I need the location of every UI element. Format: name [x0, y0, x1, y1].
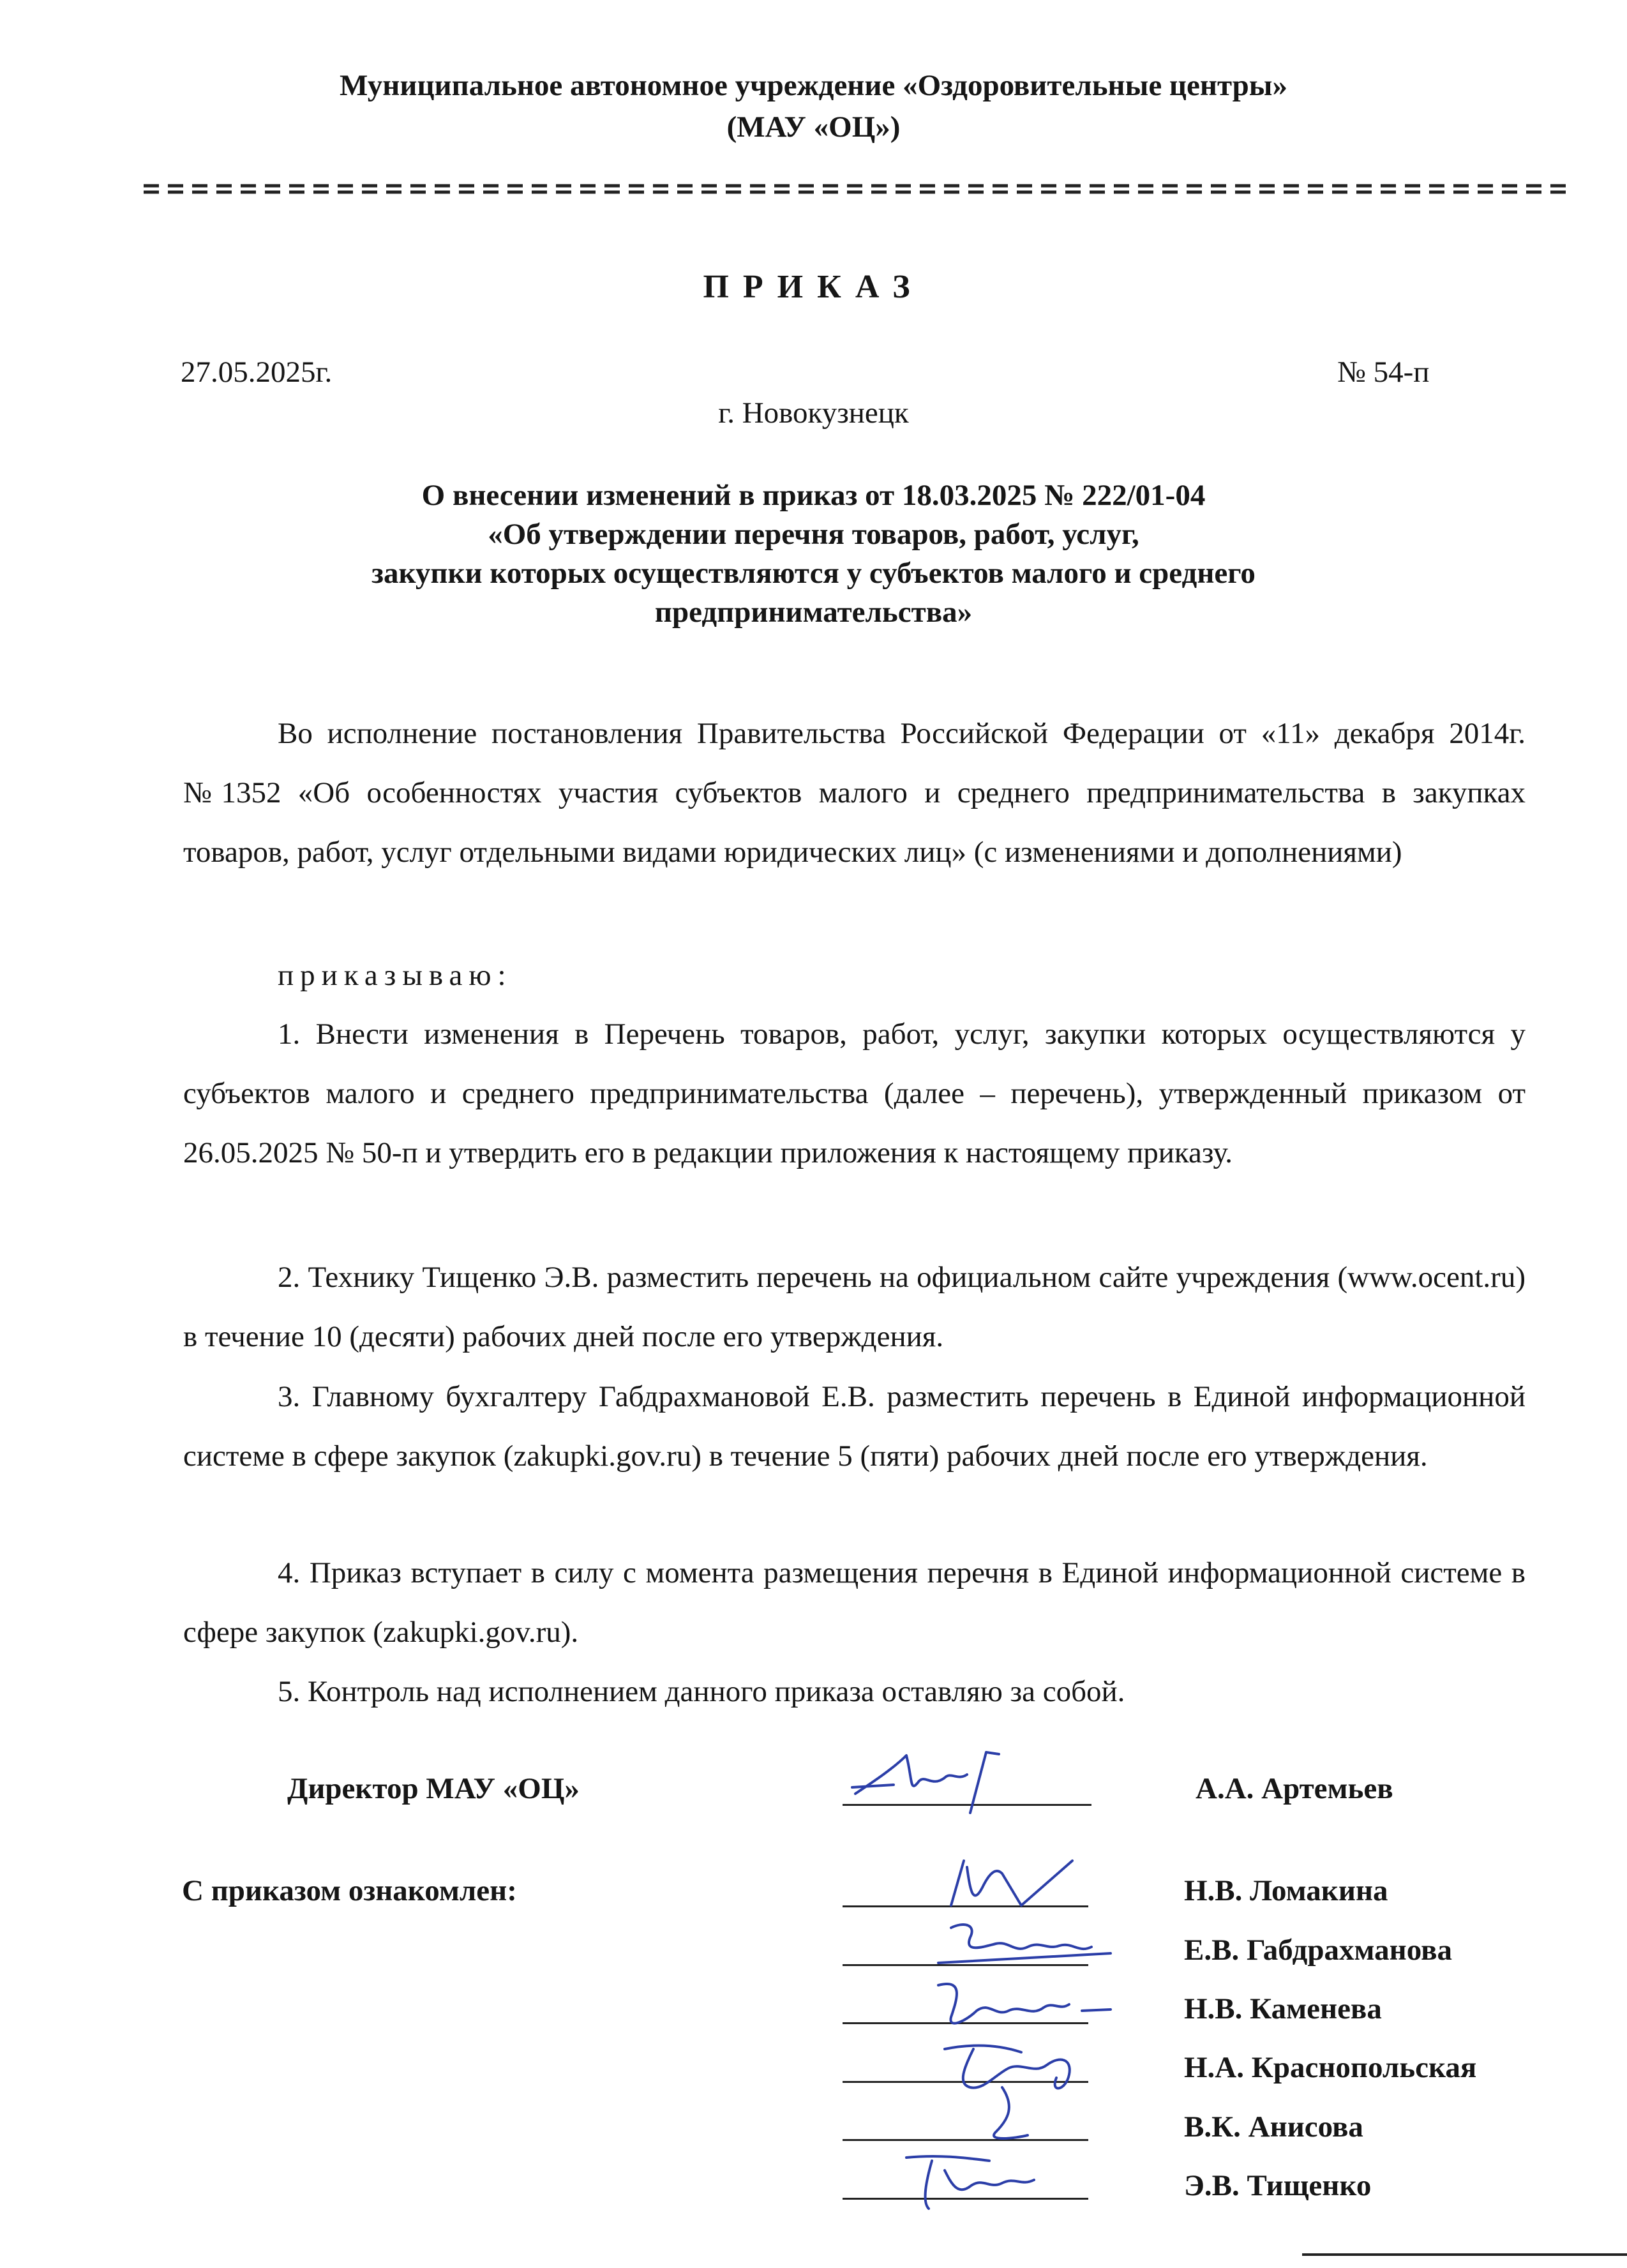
preamble-paragraph: Во исполнение постановления Правительства Российской Федерации от «11» декабря 2014г. №1352 «Об особенностях участия субъектов малого и среднего предпринимательства в закупках товаров, работ, услуг отдельными видами юридических лиц» (с изменениями и дополнениями)	[183, 717, 1526, 869]
order-item-2: 2. Технику Тищенко Э.В. разместить перечень на официальном сайте учреждения (www.ocent.ru) в течение 10 (десяти) рабочих дней после его утверждения.	[183, 1261, 1526, 1353]
ack-name-2: Е.В. Габдрахманова	[1184, 1934, 1452, 1967]
ack-name-5: В.К. Анисова	[1184, 2110, 1363, 2144]
ack-signature-3	[906, 1972, 1117, 2036]
organization-abbreviation: (МАУ «ОЦ»)	[726, 110, 901, 144]
subject-line-2: «Об утверждении перечня товаров, работ, услуг,	[488, 518, 1139, 551]
subject-line-4: предпринимательства»	[654, 596, 973, 629]
ack-signature-2	[926, 1915, 1117, 1979]
director-signature	[849, 1743, 1015, 1819]
order-item-3: 3. Главному бухгалтеру Габдрахмановой Е.В. разместить перечень в Единой информационной системе в сфере закупок (zakupki.gov.ru) в течение 5 (пяти) рабочих дней после его утверждения.	[183, 1380, 1526, 1473]
order-word: приказываю:	[278, 959, 513, 992]
document-city: г. Новокузнецк	[718, 396, 909, 430]
order-item-4: 4. Приказ вступает в силу с момента размещения перечня в Единой информационной системе в сфере закупок (zakupki.gov.ru).	[183, 1556, 1526, 1649]
ack-signature-6	[887, 2145, 1098, 2215]
order-item-1: 1. Внести изменения в Перечень товаров, работ, услуг, закупки которых осуществляются у субъектов малого и среднего предпринимательства (далее – перечень), утвержденный приказом от 26.05.2025 № 50-п и утвердить его в редакции приложения к настоящему приказу.	[183, 1018, 1526, 1169]
order-item-5: 5. Контроль над исполнением данного приказа оставляю за собой.	[278, 1675, 1125, 1708]
ack-name-6: Э.В. Тищенко	[1184, 2169, 1372, 2202]
subject-line-3: закупки которых осуществляются у субъектов малого и среднего	[371, 557, 1256, 590]
subject-line-1: О внесении изменений в приказ от 18.03.2025 № 222/01-04	[421, 479, 1206, 512]
document-number: № 54-п	[1337, 356, 1430, 389]
document-title: ПРИКАЗ	[703, 269, 924, 305]
scan-edge-line	[1302, 2253, 1627, 2256]
ack-signature-1	[932, 1848, 1091, 1918]
director-label: Директор МАУ «ОЦ»	[287, 1772, 580, 1805]
ack-name-1: Н.В. Ломакина	[1184, 1874, 1388, 1907]
ack-signature-5	[951, 2081, 1079, 2151]
ack-name-4: Н.А. Краснопольская	[1184, 2051, 1477, 2084]
document-date: 27.05.2025г.	[181, 356, 333, 389]
acknowledgement-label: С приказом ознакомлен:	[182, 1874, 517, 1907]
director-name: А.А. Артемьев	[1196, 1772, 1393, 1805]
header-separator	[144, 182, 1573, 201]
organization-name: Муниципальное автономное учреждение «Оздоровительные центры»	[340, 69, 1287, 102]
ack-name-3: Н.В. Каменева	[1184, 1992, 1382, 2025]
